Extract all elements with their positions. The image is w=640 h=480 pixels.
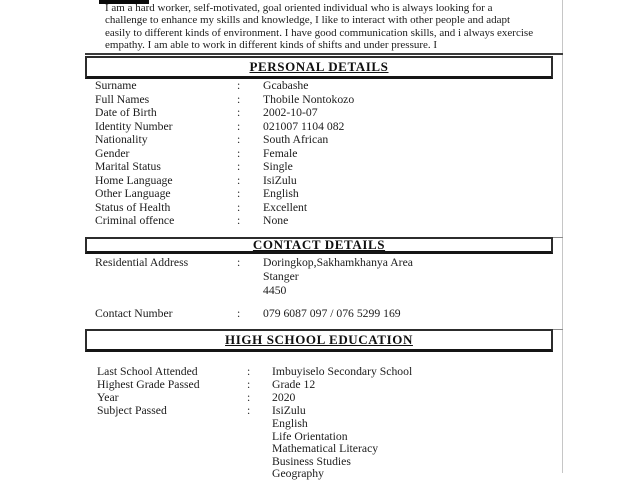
field-row-gender: [95, 147, 354, 161]
field-label: Marital Status: [95, 160, 161, 173]
field-value: Female: [263, 146, 298, 160]
field-value: 2002-10-07: [263, 106, 318, 119]
field-label: Gender: [95, 146, 130, 160]
contact-details-header-box: [85, 237, 553, 254]
field-value: Excellent: [263, 200, 308, 214]
subject-item: Mathematical Literacy: [272, 442, 379, 456]
field-value: South African: [263, 133, 329, 146]
field-colon: :: [237, 160, 241, 173]
field-value: IsiZulu: [272, 404, 306, 417]
field-row-other-language: [95, 187, 354, 201]
field-row-year: [97, 391, 412, 404]
field-label: Highest Grade Passed: [97, 378, 200, 391]
field-row-last-school: [97, 365, 412, 378]
field-label: Residential Address: [95, 256, 189, 269]
subject-item: Life Orientation: [272, 429, 348, 443]
personal-details-title: PERSONAL DETAILS: [249, 59, 389, 74]
field-colon: :: [237, 173, 241, 187]
field-row-identity-number: [95, 120, 354, 134]
field-label: Criminal offence: [95, 214, 175, 227]
field-label: Home Language: [95, 173, 173, 187]
field-row-criminal-offence: [95, 214, 354, 228]
profile-paragraph: [105, 2, 533, 52]
field-value: 021007 1104 082: [263, 119, 345, 133]
field-colon: :: [247, 365, 251, 378]
field-colon: :: [237, 92, 241, 106]
field-label: Nationality: [95, 133, 148, 146]
field-value: Gcabashe: [263, 79, 309, 92]
field-row-residential-address: [95, 256, 413, 298]
field-row-contact-number: [95, 307, 401, 321]
subject-item: English: [272, 417, 308, 430]
field-value: English: [263, 187, 299, 200]
section-divider-line: [85, 53, 563, 55]
field-label: Full Names: [95, 92, 150, 106]
field-row-subject-passed: [97, 404, 412, 417]
field-colon: :: [247, 404, 251, 417]
field-colon: :: [237, 214, 241, 227]
field-colon: :: [237, 146, 241, 160]
field-label: Year: [97, 391, 119, 404]
field-row-date-of-birth: [95, 106, 354, 120]
personal-details-header-box: [85, 56, 553, 79]
field-row-status-of-health: [95, 201, 354, 215]
field-colon: :: [237, 133, 241, 146]
subject-item: Geography: [272, 467, 324, 480]
field-colon: :: [237, 106, 241, 119]
field-row-surname: [95, 79, 354, 93]
field-row-highest-grade: [97, 378, 412, 391]
address-line: Doringkop,Sakhamkhanya Area: [263, 256, 413, 269]
address-line: 4450: [263, 283, 287, 297]
subject-list: [272, 418, 378, 480]
field-label: Surname: [95, 79, 137, 92]
field-label: Contact Number: [95, 307, 173, 320]
field-colon: :: [237, 200, 241, 214]
field-label: Last School Attended: [97, 365, 198, 378]
education-fields: [97, 365, 412, 417]
address-lines: [263, 256, 413, 298]
field-label: Subject Passed: [97, 404, 167, 417]
profile-line: I am a hard worker, self-motivated, goal oriented individual who is always looking for a: [105, 2, 493, 14]
field-row-nationality: [95, 133, 354, 147]
field-value: Grade 12: [272, 378, 316, 391]
contact-details-title: CONTACT DETAILS: [252, 237, 386, 252]
field-colon: :: [237, 256, 241, 269]
profile-line: easily to different kinds of environment. I have good communication skills, and i always exercise: [105, 26, 534, 39]
field-label: Status of Health: [95, 200, 171, 214]
high-school-education-header-box: [85, 329, 553, 352]
field-value: Thobile Nontokozo: [263, 92, 355, 106]
field-label: Identity Number: [95, 119, 173, 133]
field-colon: :: [247, 391, 251, 404]
field-colon: :: [237, 187, 241, 200]
field-value: Single: [263, 160, 293, 173]
field-label: Other Language: [95, 187, 171, 200]
profile-line: challenge to enhance my skills and knowledge, I like to interact with other people and adapt: [105, 14, 511, 27]
field-colon: :: [237, 307, 241, 320]
field-value: None: [263, 214, 289, 227]
field-colon: :: [237, 79, 241, 92]
field-value: 2020: [272, 391, 296, 404]
address-line: Stanger: [263, 269, 299, 283]
field-colon: :: [237, 119, 241, 133]
field-row-home-language: [95, 174, 354, 188]
field-row-full-names: [95, 93, 354, 107]
field-value: 079 6087 097 / 076 5299 169: [263, 307, 401, 320]
field-row-marital-status: [95, 160, 354, 174]
field-value: IsiZulu: [263, 173, 297, 187]
subject-item: Business Studies: [272, 454, 351, 468]
field-value: Imbuyiselo Secondary School: [272, 365, 413, 378]
field-label: Date of Birth: [95, 106, 157, 119]
high-school-education-title: HIGH SCHOOL EDUCATION: [225, 332, 413, 347]
personal-details-fields: [95, 79, 354, 228]
field-colon: :: [247, 378, 251, 391]
profile-line: empathy. I am able to work in different kinds of shifts and under pressure. I: [105, 39, 438, 52]
